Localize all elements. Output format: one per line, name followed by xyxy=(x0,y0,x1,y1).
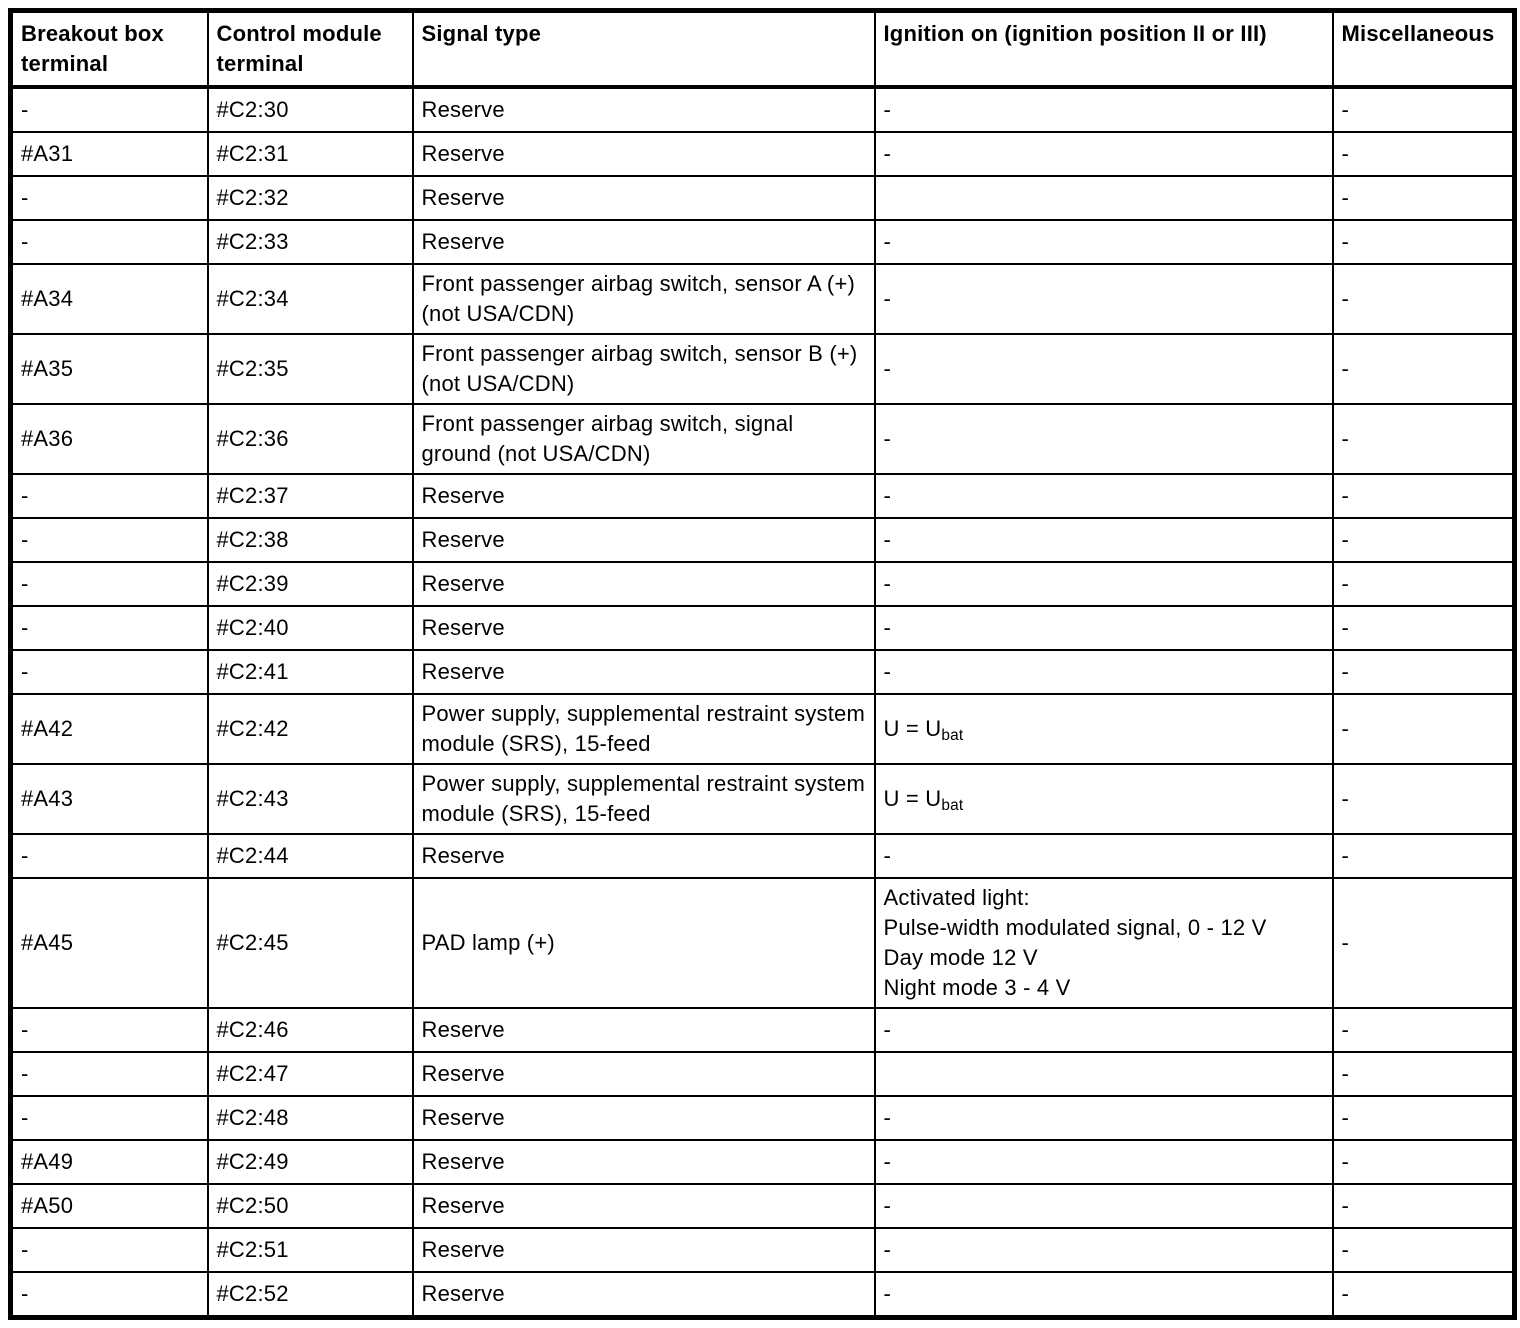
col-header-control-module-terminal: Control module terminal xyxy=(208,11,413,88)
cell-breakout: - xyxy=(11,1052,208,1096)
cell-ignition: - xyxy=(875,606,1333,650)
table-row xyxy=(11,606,1515,650)
cell-misc: - xyxy=(1333,1228,1515,1272)
cell-signal: Reserve xyxy=(413,1184,875,1228)
cell-module: #C2:43 xyxy=(208,764,413,834)
cell-ignition: - xyxy=(875,562,1333,606)
pinout-table xyxy=(8,8,1517,1320)
cell-breakout: #A43 xyxy=(11,764,208,834)
cell-breakout: #A49 xyxy=(11,1140,208,1184)
cell-breakout: #A34 xyxy=(11,264,208,334)
cell-breakout: - xyxy=(11,176,208,220)
cell-signal: Reserve xyxy=(413,1228,875,1272)
cell-signal: PAD lamp (+) xyxy=(413,878,875,1008)
cell-signal: Reserve xyxy=(413,1272,875,1318)
cell-misc: - xyxy=(1333,1184,1515,1228)
cell-ignition: - xyxy=(875,334,1333,404)
cell-misc: - xyxy=(1333,87,1515,132)
cell-ignition: - xyxy=(875,650,1333,694)
cell-ignition: - xyxy=(875,518,1333,562)
cell-breakout: #A42 xyxy=(11,694,208,764)
cell-ignition: $U = U_{bat}$ xyxy=(875,694,1333,764)
cell-misc: - xyxy=(1333,764,1515,834)
cell-misc: - xyxy=(1333,264,1515,334)
table-row xyxy=(11,518,1515,562)
cell-module: #C2:33 xyxy=(208,220,413,264)
cell-ignition: - xyxy=(875,1272,1333,1318)
cell-signal: Front passenger airbag switch, sensor B (+) (not USA/CDN) xyxy=(413,334,875,404)
cell-module: #C2:45 xyxy=(208,878,413,1008)
cell-misc: - xyxy=(1333,1140,1515,1184)
cell-signal: Reserve xyxy=(413,1052,875,1096)
table-row xyxy=(11,562,1515,606)
table-header xyxy=(11,11,1515,88)
cell-ignition xyxy=(875,1052,1333,1096)
cell-misc: - xyxy=(1333,878,1515,1008)
cell-misc: - xyxy=(1333,474,1515,518)
table-row xyxy=(11,474,1515,518)
cell-breakout: #A35 xyxy=(11,334,208,404)
cell-module: #C2:34 xyxy=(208,264,413,334)
table-row xyxy=(11,1272,1515,1318)
cell-ignition: - xyxy=(875,264,1333,334)
cell-breakout: - xyxy=(11,606,208,650)
cell-misc: - xyxy=(1333,1008,1515,1052)
cell-breakout: - xyxy=(11,562,208,606)
cell-misc: - xyxy=(1333,518,1515,562)
col-header-signal-type: Signal type xyxy=(413,11,875,88)
cell-signal: Reserve xyxy=(413,834,875,878)
cell-ignition: - xyxy=(875,1140,1333,1184)
table-row xyxy=(11,1096,1515,1140)
cell-breakout: #A50 xyxy=(11,1184,208,1228)
cell-breakout: - xyxy=(11,87,208,132)
cell-module: #C2:32 xyxy=(208,176,413,220)
cell-signal: Reserve xyxy=(413,1140,875,1184)
subscript-text: bat xyxy=(941,726,964,744)
cell-ignition: - xyxy=(875,834,1333,878)
table-row xyxy=(11,334,1515,404)
subscript-text: bat xyxy=(941,796,964,814)
table-row xyxy=(11,1008,1515,1052)
cell-module: #C2:30 xyxy=(208,87,413,132)
cell-module: #C2:42 xyxy=(208,694,413,764)
cell-signal: Front passenger airbag switch, sensor A (+) (not USA/CDN) xyxy=(413,264,875,334)
cell-ignition: - xyxy=(875,404,1333,474)
table-row xyxy=(11,694,1515,764)
cell-signal: Reserve xyxy=(413,518,875,562)
cell-ignition: - xyxy=(875,132,1333,176)
cell-module: #C2:50 xyxy=(208,1184,413,1228)
cell-ignition: - xyxy=(875,1096,1333,1140)
cell-breakout: #A45 xyxy=(11,878,208,1008)
cell-module: #C2:35 xyxy=(208,334,413,404)
col-header-breakout-box-terminal: Breakout box terminal xyxy=(11,11,208,88)
cell-breakout: - xyxy=(11,1096,208,1140)
cell-signal: Reserve xyxy=(413,132,875,176)
cell-signal: Power supply, supplemental restraint system module (SRS), 15-feed xyxy=(413,694,875,764)
cell-module: #C2:52 xyxy=(208,1272,413,1318)
cell-misc: - xyxy=(1333,694,1515,764)
cell-module: #C2:47 xyxy=(208,1052,413,1096)
cell-signal: Reserve xyxy=(413,220,875,264)
cell-module: #C2:37 xyxy=(208,474,413,518)
cell-module: #C2:38 xyxy=(208,518,413,562)
table-row xyxy=(11,834,1515,878)
table-row xyxy=(11,764,1515,834)
cell-misc: - xyxy=(1333,132,1515,176)
cell-signal: Reserve xyxy=(413,1008,875,1052)
cell-misc: - xyxy=(1333,404,1515,474)
cell-signal: Reserve xyxy=(413,606,875,650)
header-row xyxy=(11,11,1515,88)
cell-module: #C2:40 xyxy=(208,606,413,650)
cell-module: #C2:49 xyxy=(208,1140,413,1184)
cell-breakout: #A36 xyxy=(11,404,208,474)
cell-ignition xyxy=(875,176,1333,220)
cell-signal: Power supply, supplemental restraint system module (SRS), 15-feed xyxy=(413,764,875,834)
cell-breakout: - xyxy=(11,474,208,518)
cell-module: #C2:31 xyxy=(208,132,413,176)
cell-ignition: $U = U_{bat}$ xyxy=(875,764,1333,834)
table-row xyxy=(11,132,1515,176)
cell-ignition: Activated light: Pulse-width modulated signal, 0 - 12 V Day mode 12 V Night mode 3 - 4 V xyxy=(875,878,1333,1008)
cell-misc: - xyxy=(1333,1052,1515,1096)
table-row xyxy=(11,87,1515,132)
cell-misc: - xyxy=(1333,606,1515,650)
table-row xyxy=(11,1228,1515,1272)
table-row xyxy=(11,264,1515,334)
cell-signal: Front passenger airbag switch, signal ground (not USA/CDN) xyxy=(413,404,875,474)
cell-module: #C2:46 xyxy=(208,1008,413,1052)
cell-signal: Reserve xyxy=(413,1096,875,1140)
table-row xyxy=(11,220,1515,264)
cell-signal: Reserve xyxy=(413,474,875,518)
cell-signal: Reserve xyxy=(413,87,875,132)
table-row xyxy=(11,1052,1515,1096)
cell-module: #C2:36 xyxy=(208,404,413,474)
cell-module: #C2:39 xyxy=(208,562,413,606)
cell-misc: - xyxy=(1333,562,1515,606)
cell-module: #C2:41 xyxy=(208,650,413,694)
cell-breakout: - xyxy=(11,650,208,694)
table-row xyxy=(11,1140,1515,1184)
cell-misc: - xyxy=(1333,1272,1515,1318)
cell-misc: - xyxy=(1333,176,1515,220)
table-row xyxy=(11,176,1515,220)
cell-misc: - xyxy=(1333,650,1515,694)
cell-misc: - xyxy=(1333,220,1515,264)
cell-breakout: - xyxy=(11,1272,208,1318)
cell-ignition: - xyxy=(875,220,1333,264)
cell-ignition: - xyxy=(875,474,1333,518)
cell-breakout: - xyxy=(11,220,208,264)
table-row xyxy=(11,878,1515,1008)
cell-signal: Reserve xyxy=(413,650,875,694)
cell-ignition: - xyxy=(875,87,1333,132)
cell-breakout: - xyxy=(11,1228,208,1272)
cell-misc: - xyxy=(1333,1096,1515,1140)
cell-module: #C2:48 xyxy=(208,1096,413,1140)
cell-signal: Reserve xyxy=(413,562,875,606)
cell-misc: - xyxy=(1333,834,1515,878)
table-row xyxy=(11,650,1515,694)
cell-breakout: - xyxy=(11,518,208,562)
cell-breakout: - xyxy=(11,834,208,878)
cell-misc: - xyxy=(1333,334,1515,404)
table-row xyxy=(11,1184,1515,1228)
cell-ignition: - xyxy=(875,1008,1333,1052)
col-header-ignition-on: Ignition on (ignition position II or III) xyxy=(875,11,1333,88)
cell-module: #C2:51 xyxy=(208,1228,413,1272)
col-header-miscellaneous: Miscellaneous xyxy=(1333,11,1515,88)
cell-ignition: - xyxy=(875,1184,1333,1228)
table-row xyxy=(11,404,1515,474)
cell-breakout: - xyxy=(11,1008,208,1052)
cell-breakout: #A31 xyxy=(11,132,208,176)
cell-module: #C2:44 xyxy=(208,834,413,878)
cell-signal: Reserve xyxy=(413,176,875,220)
cell-ignition: - xyxy=(875,1228,1333,1272)
table-body xyxy=(11,87,1515,1318)
